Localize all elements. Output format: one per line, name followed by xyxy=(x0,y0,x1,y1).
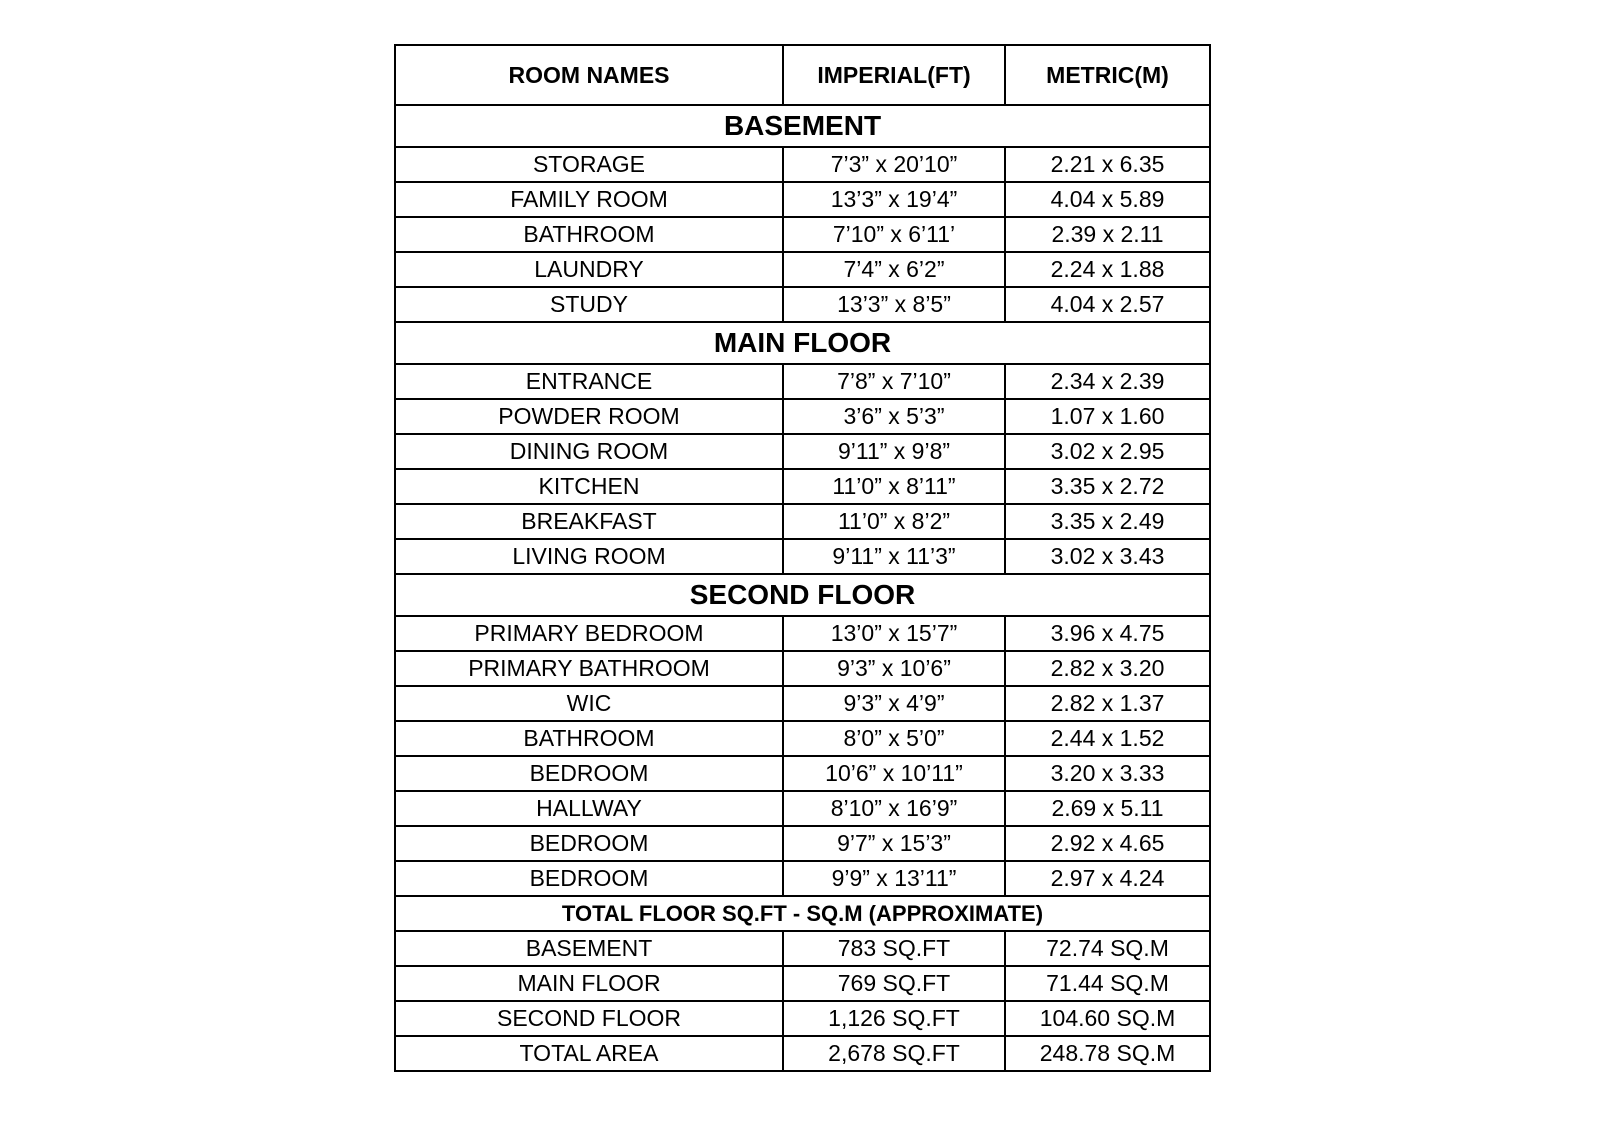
room-name: STORAGE xyxy=(395,147,783,182)
room-metric: 2.82 x 1.37 xyxy=(1005,686,1210,721)
room-metric: 3.02 x 2.95 xyxy=(1005,434,1210,469)
table-row xyxy=(395,756,1210,791)
total-imperial: 783 SQ.FT xyxy=(783,931,1005,966)
table-row xyxy=(395,469,1210,504)
room-name: HALLWAY xyxy=(395,791,783,826)
section-row-basement xyxy=(395,105,1210,147)
table-row xyxy=(395,434,1210,469)
room-name: KITCHEN xyxy=(395,469,783,504)
table-row xyxy=(395,504,1210,539)
room-imperial: 10’6” x 10’11” xyxy=(783,756,1005,791)
room-imperial: 13’3” x 19’4” xyxy=(783,182,1005,217)
section-row-second-floor xyxy=(395,574,1210,616)
room-name: STUDY xyxy=(395,287,783,322)
room-imperial: 9’3” x 4’9” xyxy=(783,686,1005,721)
room-imperial: 8’10” x 16’9” xyxy=(783,791,1005,826)
room-name: LAUNDRY xyxy=(395,252,783,287)
room-imperial: 7’3” x 20’10” xyxy=(783,147,1005,182)
table-row xyxy=(395,616,1210,651)
room-metric: 4.04 x 5.89 xyxy=(1005,182,1210,217)
room-metric: 2.39 x 2.11 xyxy=(1005,217,1210,252)
total-row xyxy=(395,1036,1210,1071)
room-imperial: 9’11” x 11’3” xyxy=(783,539,1005,574)
table-row xyxy=(395,217,1210,252)
room-metric: 2.44 x 1.52 xyxy=(1005,721,1210,756)
table-row xyxy=(395,252,1210,287)
room-metric: 4.04 x 2.57 xyxy=(1005,287,1210,322)
room-metric: 2.24 x 1.88 xyxy=(1005,252,1210,287)
table-header-row xyxy=(395,45,1210,105)
room-imperial: 11’0” x 8’11” xyxy=(783,469,1005,504)
total-name: BASEMENT xyxy=(395,931,783,966)
room-name: BREAKFAST xyxy=(395,504,783,539)
room-metric: 2.97 x 4.24 xyxy=(1005,861,1210,896)
total-metric: 71.44 SQ.M xyxy=(1005,966,1210,1001)
room-name: ENTRANCE xyxy=(395,364,783,399)
table-row xyxy=(395,399,1210,434)
room-imperial: 3’6” x 5’3” xyxy=(783,399,1005,434)
total-row xyxy=(395,966,1210,1001)
room-dimensions-table xyxy=(394,44,1211,1072)
table-row xyxy=(395,651,1210,686)
total-name: TOTAL AREA xyxy=(395,1036,783,1071)
total-row xyxy=(395,931,1210,966)
room-name: FAMILY ROOM xyxy=(395,182,783,217)
room-imperial: 7’10” x 6’11’ xyxy=(783,217,1005,252)
room-metric: 2.92 x 4.65 xyxy=(1005,826,1210,861)
room-imperial: 13’3” x 8’5” xyxy=(783,287,1005,322)
total-metric: 72.74 SQ.M xyxy=(1005,931,1210,966)
room-metric: 3.35 x 2.49 xyxy=(1005,504,1210,539)
section-title: SECOND FLOOR xyxy=(395,574,1210,616)
total-imperial: 769 SQ.FT xyxy=(783,966,1005,1001)
header-metric: METRIC(M) xyxy=(1005,45,1210,105)
total-row xyxy=(395,1001,1210,1036)
total-name: MAIN FLOOR xyxy=(395,966,783,1001)
table-row xyxy=(395,791,1210,826)
table-row xyxy=(395,539,1210,574)
total-metric: 104.60 SQ.M xyxy=(1005,1001,1210,1036)
room-metric: 2.34 x 2.39 xyxy=(1005,364,1210,399)
total-imperial: 2,678 SQ.FT xyxy=(783,1036,1005,1071)
section-title: BASEMENT xyxy=(395,105,1210,147)
section-title: MAIN FLOOR xyxy=(395,322,1210,364)
table-row xyxy=(395,826,1210,861)
room-name: POWDER ROOM xyxy=(395,399,783,434)
section-row-totals xyxy=(395,896,1210,931)
table-row xyxy=(395,721,1210,756)
room-imperial: 7’8” x 7’10” xyxy=(783,364,1005,399)
room-name: DINING ROOM xyxy=(395,434,783,469)
room-imperial: 11’0” x 8’2” xyxy=(783,504,1005,539)
room-name: BATHROOM xyxy=(395,217,783,252)
room-imperial: 9’7” x 15’3” xyxy=(783,826,1005,861)
room-metric: 2.69 x 5.11 xyxy=(1005,791,1210,826)
table-row xyxy=(395,861,1210,896)
table-row xyxy=(395,147,1210,182)
room-metric: 3.96 x 4.75 xyxy=(1005,616,1210,651)
room-name: BEDROOM xyxy=(395,826,783,861)
room-metric: 2.82 x 3.20 xyxy=(1005,651,1210,686)
room-name: LIVING ROOM xyxy=(395,539,783,574)
table-row xyxy=(395,686,1210,721)
total-imperial: 1,126 SQ.FT xyxy=(783,1001,1005,1036)
table-row xyxy=(395,182,1210,217)
room-name: BEDROOM xyxy=(395,756,783,791)
room-imperial: 8’0” x 5’0” xyxy=(783,721,1005,756)
room-imperial: 9’9” x 13’11” xyxy=(783,861,1005,896)
room-name: PRIMARY BEDROOM xyxy=(395,616,783,651)
table-row xyxy=(395,287,1210,322)
total-name: SECOND FLOOR xyxy=(395,1001,783,1036)
total-metric: 248.78 SQ.M xyxy=(1005,1036,1210,1071)
room-metric: 3.35 x 2.72 xyxy=(1005,469,1210,504)
header-imperial: IMPERIAL(FT) xyxy=(783,45,1005,105)
room-metric: 3.20 x 3.33 xyxy=(1005,756,1210,791)
room-imperial: 9’3” x 10’6” xyxy=(783,651,1005,686)
header-room-names: ROOM NAMES xyxy=(395,45,783,105)
section-row-main-floor xyxy=(395,322,1210,364)
totals-title: TOTAL FLOOR SQ.FT - SQ.M (APPROXIMATE) xyxy=(395,896,1210,931)
room-imperial: 13’0” x 15’7” xyxy=(783,616,1005,651)
room-metric: 3.02 x 3.43 xyxy=(1005,539,1210,574)
room-imperial: 7’4” x 6’2” xyxy=(783,252,1005,287)
table-row xyxy=(395,364,1210,399)
room-name: PRIMARY BATHROOM xyxy=(395,651,783,686)
room-name: WIC xyxy=(395,686,783,721)
room-metric: 2.21 x 6.35 xyxy=(1005,147,1210,182)
room-name: BATHROOM xyxy=(395,721,783,756)
room-imperial: 9’11” x 9’8” xyxy=(783,434,1005,469)
room-metric: 1.07 x 1.60 xyxy=(1005,399,1210,434)
room-name: BEDROOM xyxy=(395,861,783,896)
